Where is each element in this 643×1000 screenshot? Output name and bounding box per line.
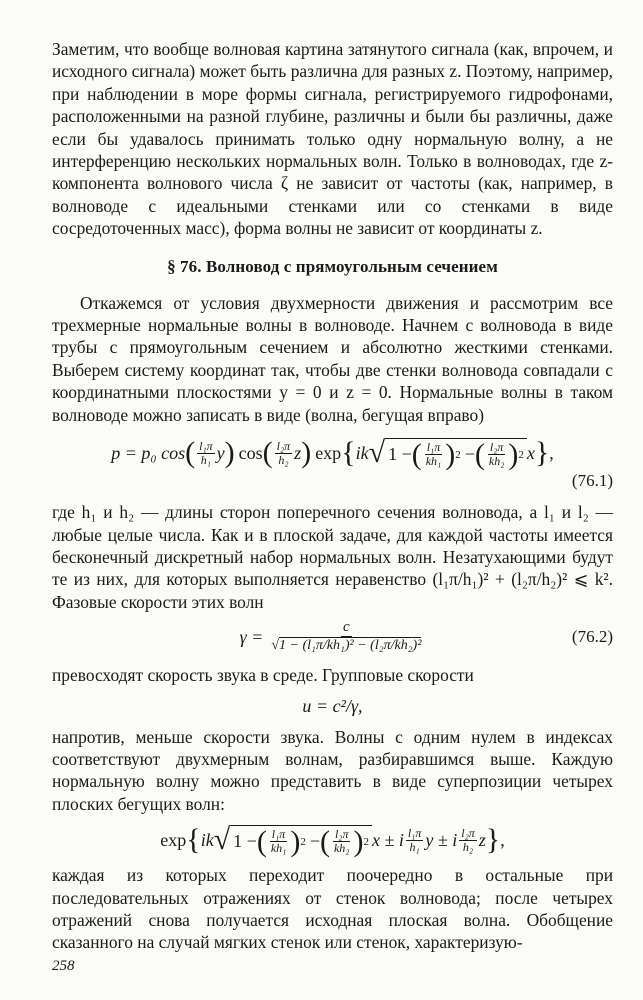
eq1-sqrt: √ 1 − ( $\frac{\text{l₁π}}{\text{kh₁}}$ ) 2 − ( $\frac{\text{l₂π}}{\text{kh₂}}$ ) 2 [369, 438, 527, 468]
equation-number-76-1: (76.1) [571, 471, 613, 491]
equation-group-velocity: u = c²/γ, [302, 695, 363, 716]
paragraph-intro: Заметим, что вообще волновая картина затянутого сигнала (как, впрочем, и исходного сигнала) может быть различна для разных z. Поэтому, например, при наблюдении в море формы сигнала, регистрируемого гидрофонами, расположенными на разной глубине, различны и были бы различны, даже если бы удавалось принимать только одну нормальную волну, а не интерференцию нескольких нормальных волн. Только в волноводах, где z-компонента волнового числа ζ не зависит от частоты (как, например, в волноводе с идеальными стенками или со стенками в виде сосредоточенных масс), форма волны не зависит от координаты z. [52, 39, 613, 239]
eq2-frac: $\frac{c}{\text{√1 − (l₁π/kh₁)² − (l₂π/kh₂)²}}$ [271, 619, 422, 654]
paragraph-superposition: напротив, меньше скорости звука. Волны с одним нулем в индексах соответствуют двухмерным волнам, разбиравшимся выше. Каждую нормальную волну можно представить в виде суперпозиции четырех плоских бегущих волн: [52, 726, 613, 814]
equation-76-2: γ = $\frac{c}{\text{√1 − (l₁π/kh₁)² − (l₂π/kh₂)²}}$ (76.2) [239, 619, 613, 654]
eq1-frac-2: $\frac{\text{l₂π}}{\text{h₂}}$ [276, 438, 291, 467]
equation-76-1: p = p₀ cos ( $\frac{\text{l₁π}}{\text{h₁}}$ y ) cos ( $\frac{\text{l₂π}}{\text{h₂}}$ z ) exp { ik √ 1 − ( $\frac{\text{l₁π}}{\text{kh₁}}$ ) 2 − ( $\frac{\text{l₂π}}{\text{kh₂}}$ ) 2 x } , [111, 436, 554, 471]
eq1-lhs: p = p₀ cos [111, 442, 186, 463]
section-heading: § 76. Волновод с прямоугольным сечением [167, 256, 498, 276]
eq1-frac-1: $\frac{\text{l₁π}}{\text{h₁}}$ [199, 438, 213, 467]
equation-plane-waves: exp { ik √ 1 − ( $\frac{\text{l₁π}}{\text{kh₁}}$ ) 2 − ( $\frac{\text{l₂π}}{\text{kh₂}}$ ) 2 x ± i $\frac{\text{l₁π}}{\text{h₁}}$ y ± i $\frac{\text{l₂π}}{\text{h₂}}$ z } , [160, 823, 505, 858]
equation-number-76-2: (76.2) [571, 627, 613, 647]
paragraph-reflections: каждая из которых переходит поочередно в остальные при последовательных отражениях от стенок волновода; после четырех отражений снова получается исходная плоская волна. Обобщение сказанного на случай мягких стенок или стенок, характеризую- [52, 865, 613, 953]
paragraph-group-velocity: превосходят скорость звука в среде. Групповые скорости [52, 665, 474, 686]
paragraph-setup: Откажемся от условия двухмерности движения и рассмотрим все трехмерные нормальные волны в волноводе. Начнем с волновода в виде трубы с прямоугольным сечением и абсолютно жесткими стенками. Выберем систему координат так, чтобы две стенки волновода совпадали с координатными плоскостями y = 0 и z = 0. Нормальные волны в таком волноводе можно записать в виде (волна, бегущая вправо) [52, 292, 613, 425]
paragraph-inequality: где h₁ и h₂ — длины сторон поперечного сечения волновода, a l₁ и l₂ — любые целые числа. Как и в плоской задаче, для каждой частоты имеется бесконечный дискретный набор нормальных волн. Незатухающими будут те из них, для которых выполняется неравенство (l₁π/h₁)² + (l₂π/h₂)² ⩽ k². Фазовые скорости этих волн [52, 502, 613, 612]
page-number: 258 [52, 958, 75, 974]
eq4-sqrt: √ 1 − ( $\frac{\text{l₁π}}{\text{kh₁}}$ ) 2 − ( $\frac{\text{l₂π}}{\text{kh₂}}$ ) 2 [214, 825, 372, 855]
